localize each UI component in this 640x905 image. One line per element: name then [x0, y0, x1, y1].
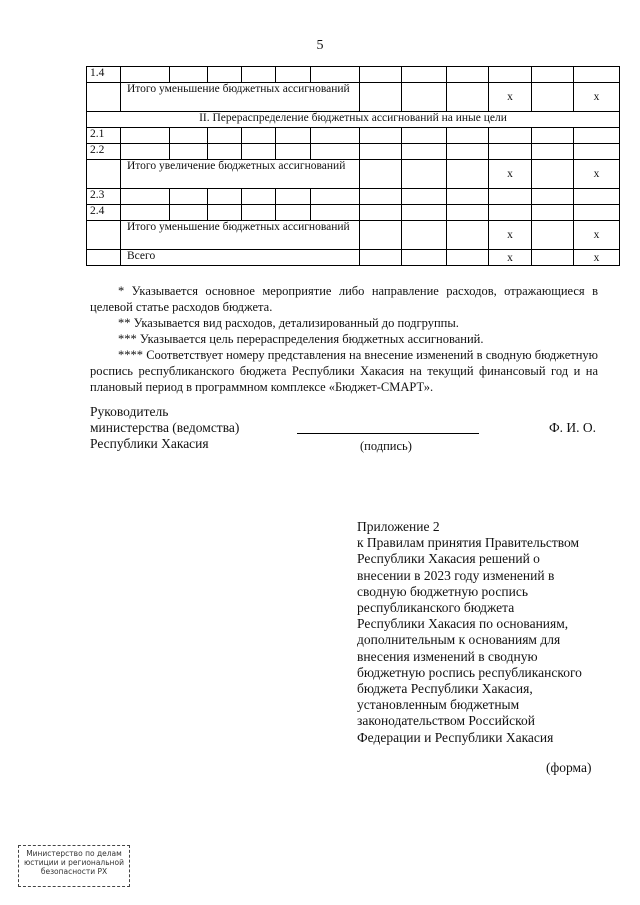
row-number: 2.4: [87, 205, 121, 221]
footnotes: [90, 283, 598, 395]
appendix-line: установленным бюджетным: [357, 697, 520, 713]
page-number: 5: [316, 38, 324, 53]
signatory-name: Ф. И. О.: [549, 420, 597, 435]
footnote: ** Указывается вид расходов, детализированный до подгруппы.: [118, 316, 459, 330]
appendix-line: к Правилам принятия Правительством: [357, 535, 580, 551]
signature-line: [297, 433, 479, 434]
appendix-line: Федерации и Республики Хакасия: [357, 729, 554, 745]
appendix-line: бюджета Республики Хакасия,: [357, 681, 533, 697]
table-row: [87, 83, 620, 112]
x-mark: x: [574, 221, 620, 250]
table-row: [87, 144, 620, 160]
x-mark: x: [489, 221, 532, 250]
footnote: *** Указывается цель перераспределения бюджетных ассигнований.: [118, 332, 484, 346]
signature-caption: (подпись): [360, 439, 412, 453]
appendix-line: Республики Хакасия решений о: [357, 551, 540, 567]
appendix-line: дополнительным к основаниям для: [357, 632, 561, 648]
form-label: (форма): [546, 760, 592, 775]
stamp-line: Министерство по делам: [26, 849, 122, 858]
row-number: 2.1: [87, 128, 121, 144]
signatory-title: Республики Хакасия: [90, 436, 209, 451]
total-increase-label: Итого увеличение бюджетных ассигнований: [121, 160, 360, 189]
budget-table: [86, 66, 620, 266]
stamp-line: юстиции и региональной: [23, 858, 125, 867]
total-decrease-label: Итого уменьшение бюджетных ассигнований: [121, 83, 360, 112]
signatory-title: министерства (ведомства): [90, 420, 240, 435]
table-row: [87, 250, 620, 266]
total-decrease-label: Итого уменьшение бюджетных ассигнований: [121, 221, 360, 250]
appendix-line: Республики Хакасия по основаниям,: [357, 616, 569, 632]
footnote: * Указывается основное мероприятие либо направление расходов, отражающиеся в целевой статье расходов бюджета.: [90, 284, 598, 314]
footnote: **** Соответствует номеру представления на внесение изменений в сводную бюджетную роспись республиканского бюджета Республики Хакасия на текущий финансовый год и на плановый период в программном комплексе «Бюджет-СМАРТ».: [90, 348, 598, 394]
stamp-line: безопасности РХ: [40, 867, 108, 876]
table-row: [87, 67, 620, 83]
section-heading: II. Перераспределение бюджетных ассигнований на иные цели: [87, 112, 620, 128]
row-number: 2.2: [87, 144, 121, 160]
appendix-line: внесении в 2023 году изменений в: [357, 567, 555, 583]
appendix-line: Приложение 2: [357, 519, 440, 534]
appendix-line: сводную бюджетную роспись: [357, 583, 528, 599]
x-mark: x: [489, 160, 532, 189]
signature-block: [90, 404, 239, 452]
appendix-heading: [357, 519, 607, 746]
registration-stamp: [18, 845, 130, 887]
table-row: [87, 160, 620, 189]
appendix-line: внесения изменений в сводную: [357, 648, 538, 664]
appendix-line: бюджетную роспись республиканского: [357, 664, 582, 680]
table-row: [87, 112, 620, 128]
table-row: [87, 128, 620, 144]
x-mark: x: [574, 83, 620, 112]
signatory-title: Руководитель: [90, 404, 169, 419]
grand-total-label: Всего: [121, 250, 360, 266]
appendix-line: республиканского бюджета: [357, 600, 515, 616]
row-number: 1.4: [87, 67, 121, 83]
row-number: 2.3: [87, 189, 121, 205]
x-mark: x: [574, 250, 620, 266]
x-mark: x: [489, 250, 532, 266]
table-row: [87, 205, 620, 221]
table-row: [87, 189, 620, 205]
table-row: [87, 221, 620, 250]
appendix-line: законодательством Российской: [357, 713, 535, 729]
x-mark: x: [574, 160, 620, 189]
x-mark: x: [489, 83, 532, 112]
